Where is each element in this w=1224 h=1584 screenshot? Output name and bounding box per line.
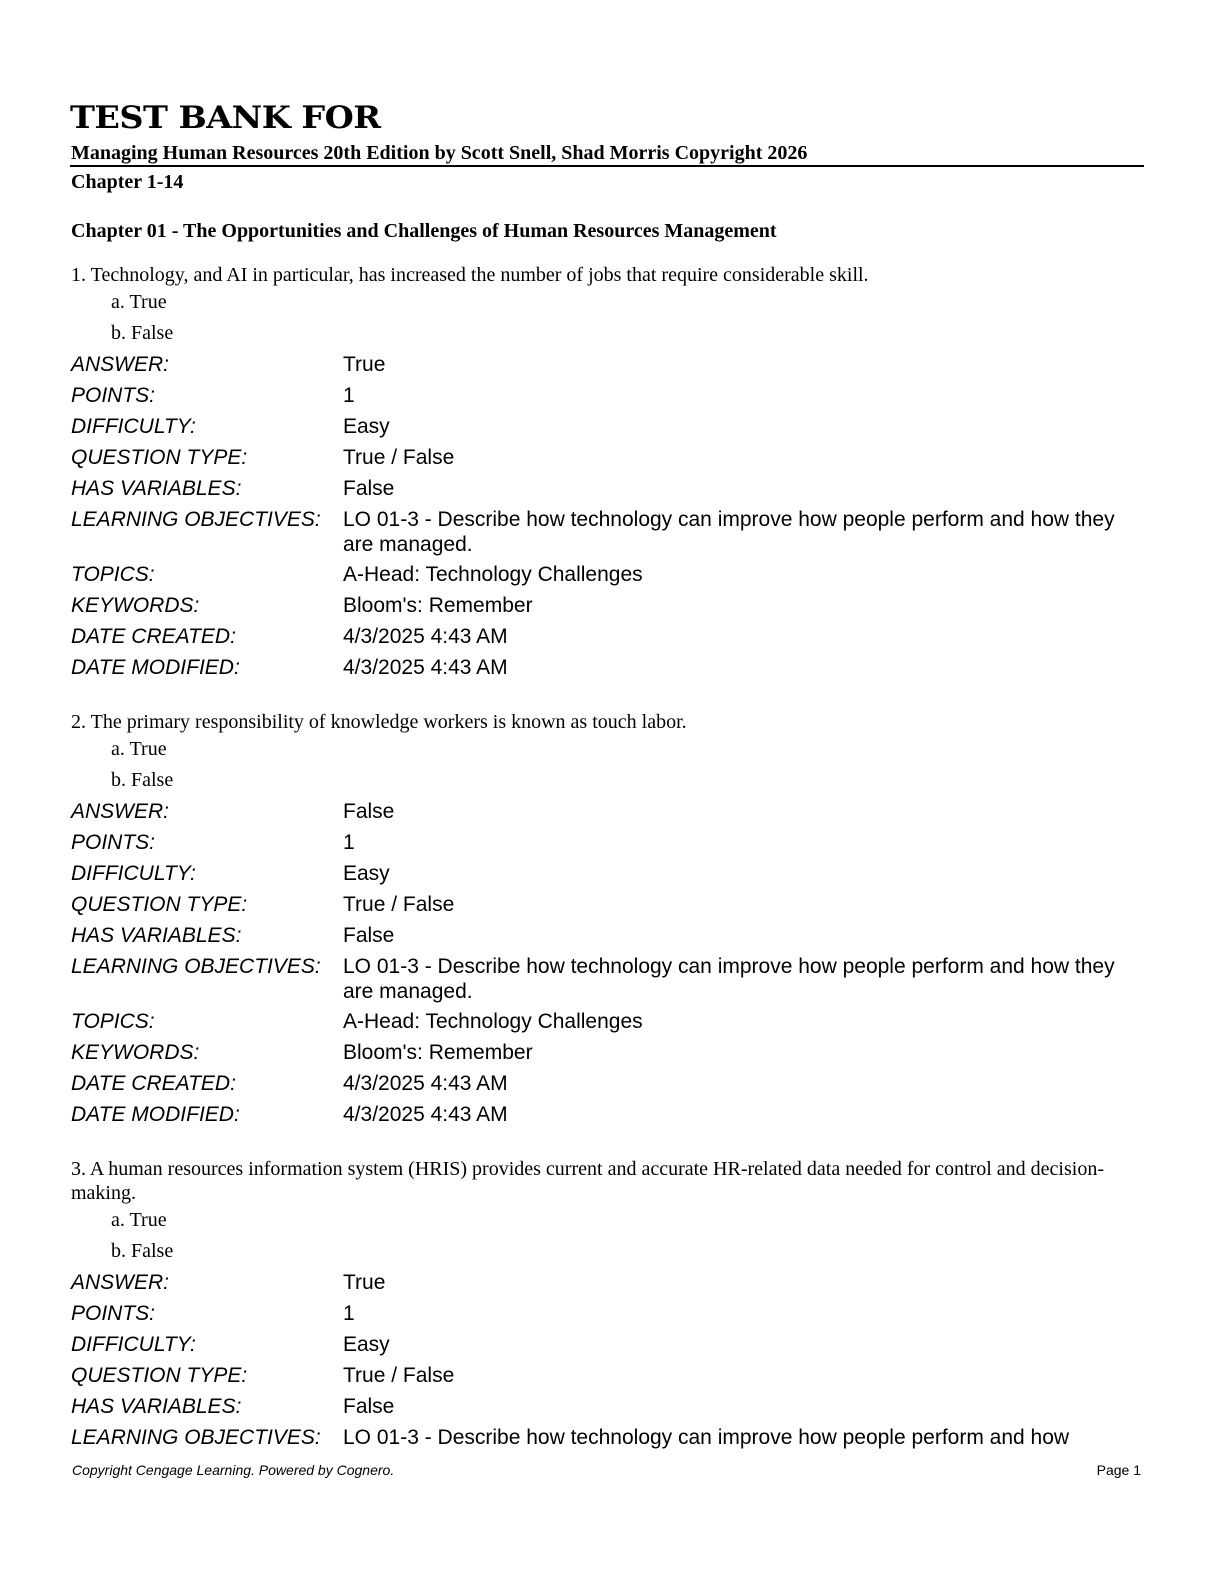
- topics-value: A-Head: Technology Challenges: [343, 563, 643, 586]
- date-modified-value: 4/3/2025 4:43 AM: [343, 1103, 508, 1126]
- header-divider: [70, 165, 1144, 167]
- question-type-label: QUESTION TYPE:: [71, 1364, 248, 1387]
- choice-b: b. False: [111, 1240, 174, 1262]
- question-text: 1. Technology, and AI in particular, has increased the number of jobs that require considerable skill.: [71, 264, 869, 286]
- chapter-range: Chapter 1-14: [71, 171, 184, 193]
- choice-a: a. True: [111, 738, 167, 760]
- points-value: 1: [343, 831, 355, 854]
- topics-row: [71, 559, 1146, 590]
- question-type-row: [71, 889, 1146, 920]
- answer-label: ANSWER:: [71, 353, 170, 376]
- has-variables-row: [71, 920, 1146, 951]
- topics-label: TOPICS:: [71, 563, 155, 586]
- date-created-row: [71, 621, 1146, 652]
- footer-copyright: Copyright Cengage Learning. Powered by Cognero.: [72, 1462, 395, 1478]
- difficulty-label: DIFFICULTY:: [71, 1333, 196, 1356]
- choice-a: a. True: [111, 1209, 167, 1231]
- question-type-value: True / False: [343, 1364, 455, 1387]
- date-modified-label: DATE MODIFIED:: [71, 1103, 240, 1126]
- date-modified-row: [71, 1099, 1146, 1130]
- question-type-label: QUESTION TYPE:: [71, 893, 248, 916]
- points-label: POINTS:: [71, 1302, 156, 1325]
- answer-value: True: [343, 353, 386, 376]
- question-2: [71, 710, 1146, 1130]
- date-created-value: 4/3/2025 4:43 AM: [343, 1072, 508, 1095]
- answer-label: ANSWER:: [71, 1271, 170, 1294]
- keywords-row: [71, 590, 1146, 621]
- question-type-row: [71, 1360, 1146, 1391]
- difficulty-value: Easy: [343, 1333, 390, 1356]
- question-type-value: True / False: [343, 893, 455, 916]
- learning-objectives-label: LEARNING OBJECTIVES:: [71, 955, 321, 978]
- topics-row: [71, 1006, 1146, 1037]
- points-value: 1: [343, 1302, 355, 1325]
- has-variables-label: HAS VARIABLES:: [71, 477, 242, 500]
- difficulty-label: DIFFICULTY:: [71, 415, 196, 438]
- date-created-label: DATE CREATED:: [71, 1072, 236, 1095]
- answer-row: [71, 796, 1146, 827]
- points-row: [71, 1298, 1146, 1329]
- answer-value: False: [343, 800, 395, 823]
- points-row: [71, 380, 1146, 411]
- question-3: [71, 1157, 1146, 1453]
- book-subtitle: Managing Human Resources 20th Edition by Scott Snell, Shad Morris Copyright 2026: [71, 142, 808, 164]
- answer-value: True: [343, 1271, 386, 1294]
- date-modified-row: [71, 652, 1146, 683]
- keywords-row: [71, 1037, 1146, 1068]
- difficulty-row: [71, 858, 1146, 889]
- date-modified-label: DATE MODIFIED:: [71, 656, 240, 679]
- date-created-label: DATE CREATED:: [71, 625, 236, 648]
- has-variables-row: [71, 1391, 1146, 1422]
- choice-b: b. False: [111, 769, 174, 791]
- points-label: POINTS:: [71, 831, 156, 854]
- learning-objectives-value: LO 01-3 - Describe how technology can improve how people perform and how they are managed.: [343, 508, 1115, 556]
- learning-objectives-value: LO 01-3 - Describe how technology can improve how people perform and how: [343, 1426, 1070, 1449]
- has-variables-value: False: [343, 477, 395, 500]
- question-text: 2. The primary responsibility of knowledge workers is known as touch labor.: [71, 711, 687, 733]
- points-row: [71, 827, 1146, 858]
- learning-objectives-row: [71, 504, 1146, 559]
- page-title: TEST BANK FOR: [70, 100, 381, 136]
- difficulty-value: Easy: [343, 862, 390, 885]
- question-text: 3. A human resources information system (HRIS) provides current and accurate HR-related data needed for control and decision-making.: [71, 1158, 1104, 1204]
- keywords-value: Bloom's: Remember: [343, 1041, 533, 1064]
- answer-row: [71, 1267, 1146, 1298]
- difficulty-label: DIFFICULTY:: [71, 862, 196, 885]
- learning-objectives-row: [71, 1422, 1146, 1453]
- has-variables-row: [71, 473, 1146, 504]
- question-type-row: [71, 442, 1146, 473]
- answer-label: ANSWER:: [71, 800, 170, 823]
- points-label: POINTS:: [71, 384, 156, 407]
- keywords-label: KEYWORDS:: [71, 594, 200, 617]
- answer-row: [71, 349, 1146, 380]
- learning-objectives-row: [71, 951, 1146, 1006]
- footer-page-number: Page 1: [1096, 1462, 1141, 1478]
- question-type-value: True / False: [343, 446, 455, 469]
- learning-objectives-label: LEARNING OBJECTIVES:: [71, 1426, 321, 1449]
- question-1: [71, 263, 1146, 683]
- keywords-label: KEYWORDS:: [71, 1041, 200, 1064]
- learning-objectives-label: LEARNING OBJECTIVES:: [71, 508, 321, 531]
- choice-b: b. False: [111, 322, 174, 344]
- chapter-heading: Chapter 01 - The Opportunities and Challenges of Human Resources Management: [71, 220, 777, 242]
- has-variables-value: False: [343, 924, 395, 947]
- difficulty-row: [71, 1329, 1146, 1360]
- difficulty-row: [71, 411, 1146, 442]
- topics-label: TOPICS:: [71, 1010, 155, 1033]
- has-variables-label: HAS VARIABLES:: [71, 924, 242, 947]
- date-created-value: 4/3/2025 4:43 AM: [343, 625, 508, 648]
- difficulty-value: Easy: [343, 415, 390, 438]
- date-created-row: [71, 1068, 1146, 1099]
- has-variables-value: False: [343, 1395, 395, 1418]
- question-type-label: QUESTION TYPE:: [71, 446, 248, 469]
- topics-value: A-Head: Technology Challenges: [343, 1010, 643, 1033]
- choice-a: a. True: [111, 291, 167, 313]
- has-variables-label: HAS VARIABLES:: [71, 1395, 242, 1418]
- points-value: 1: [343, 384, 355, 407]
- learning-objectives-value: LO 01-3 - Describe how technology can improve how people perform and how they are managed.: [343, 955, 1115, 1003]
- keywords-value: Bloom's: Remember: [343, 594, 533, 617]
- date-modified-value: 4/3/2025 4:43 AM: [343, 656, 508, 679]
